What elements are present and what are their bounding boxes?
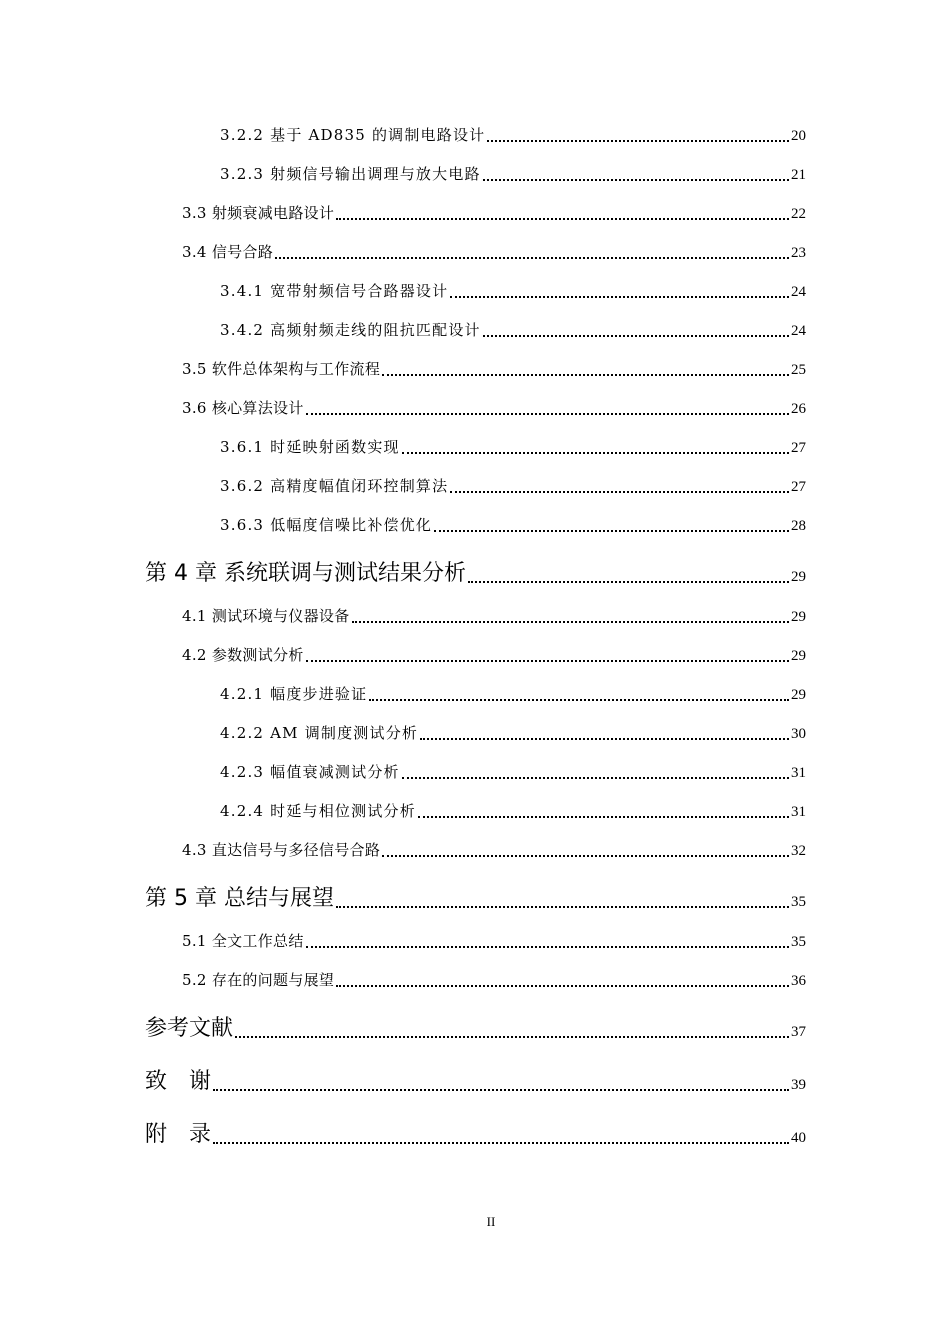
dot-leader <box>450 296 789 298</box>
toc-entry[interactable] <box>182 644 806 665</box>
toc-entry-label: 4.2 参数测试分析 <box>182 646 304 664</box>
dot-leader <box>213 1089 789 1091</box>
toc-entry-label: 4.1 测试环境与仪器设备 <box>182 607 350 625</box>
toc-entry-page: 36 <box>791 973 806 989</box>
dot-leader <box>352 621 789 623</box>
dot-leader <box>402 452 789 454</box>
page-number: II <box>486 1214 496 1229</box>
toc-entry[interactable] <box>182 605 806 626</box>
toc-entry-label: 3.4.1 宽带射频信号合路器设计 <box>220 282 449 300</box>
toc-entry-label: 3.6.1 时延映射函数实现 <box>220 438 400 456</box>
toc-entry-label: 3.6 核心算法设计 <box>182 399 304 417</box>
dot-leader <box>434 530 789 532</box>
toc-entry-page: 22 <box>791 206 806 222</box>
dot-leader <box>306 660 789 662</box>
toc-entry-page: 25 <box>791 362 806 378</box>
toc-entry-label: 3.3 射频衰减电路设计 <box>182 204 335 222</box>
dot-leader <box>306 413 789 415</box>
dot-leader <box>487 140 789 142</box>
dot-leader <box>483 335 789 337</box>
toc-entry-page: 24 <box>791 323 806 339</box>
toc-entry[interactable] <box>182 839 806 860</box>
toc-entry[interactable] <box>182 358 806 379</box>
toc-entry-page: 23 <box>791 245 806 261</box>
toc-entry-page: 35 <box>791 934 806 950</box>
dot-leader <box>306 946 789 948</box>
toc-entry[interactable] <box>220 280 806 301</box>
dot-leader <box>336 218 789 220</box>
dot-leader <box>402 777 789 779</box>
toc-entry[interactable] <box>220 475 806 496</box>
toc-entry[interactable] <box>220 683 806 704</box>
toc-entry-page: 29 <box>791 648 806 664</box>
toc-entry[interactable] <box>220 722 806 743</box>
toc-entry-page: 29 <box>791 569 806 585</box>
toc-entry[interactable] <box>182 930 806 951</box>
toc-entry[interactable] <box>220 319 806 340</box>
toc-chapter-entry[interactable] <box>145 881 806 912</box>
dot-leader <box>213 1142 789 1144</box>
dot-leader <box>468 581 789 583</box>
toc-entry[interactable] <box>220 163 806 184</box>
dot-leader <box>418 816 789 818</box>
toc-entry-page: 27 <box>791 440 806 456</box>
toc-entry-label: 第 5 章 总结与展望 <box>145 886 334 911</box>
toc-chapter-entry[interactable] <box>145 1011 806 1042</box>
toc-entry-page: 27 <box>791 479 806 495</box>
toc-chapter-entry[interactable] <box>145 1117 806 1148</box>
toc-entry-page: 35 <box>791 894 806 910</box>
dot-leader <box>369 699 789 701</box>
toc-entry-label: 3.2.3 射频信号输出调理与放大电路 <box>220 165 481 183</box>
dot-leader <box>336 906 789 908</box>
toc-entry-label: 5.2 存在的问题与展望 <box>182 971 335 989</box>
toc-entry-page: 37 <box>791 1024 806 1040</box>
toc-entry-label: 4.2.1 幅度步进验证 <box>220 685 368 703</box>
toc-entry-page: 29 <box>791 609 806 625</box>
dot-leader <box>382 855 789 857</box>
toc-entry-label: 3.5 软件总体架构与工作流程 <box>182 360 381 378</box>
toc-entry-label: 4.2.4 时延与相位测试分析 <box>220 802 416 820</box>
toc-entry-page: 31 <box>791 765 806 781</box>
toc-entry-page: 30 <box>791 726 806 742</box>
toc-entry[interactable] <box>182 969 806 990</box>
toc-entry-label: 4.2.2 AM 调制度测试分析 <box>220 724 419 742</box>
toc-entry[interactable] <box>220 436 806 457</box>
toc-entry-page: 31 <box>791 804 806 820</box>
toc-entry-page: 40 <box>791 1130 806 1146</box>
toc-entry-page: 20 <box>791 128 806 144</box>
toc-entry[interactable] <box>182 202 806 223</box>
toc-entry-label: 3.2.2 基于 AD835 的调制电路设计 <box>220 126 486 144</box>
toc-entry-page: 26 <box>791 401 806 417</box>
toc-entry[interactable] <box>182 397 806 418</box>
toc-entry-label: 附 录 <box>145 1122 212 1147</box>
toc-entry-label: 3.6.3 低幅度信噪比补偿优化 <box>220 516 433 534</box>
toc-entry-label: 第 4 章 系统联调与测试结果分析 <box>145 561 466 586</box>
toc-entry-page: 21 <box>791 167 806 183</box>
toc-entry-page: 32 <box>791 843 806 859</box>
dot-leader <box>420 738 789 740</box>
toc-entry-label: 参考文献 <box>145 1016 234 1041</box>
toc-entry[interactable] <box>220 800 806 821</box>
dot-leader <box>450 491 789 493</box>
toc-entry-page: 39 <box>791 1077 806 1093</box>
toc-chapter-entry[interactable] <box>145 1064 806 1095</box>
toc-entry-label: 3.4.2 高频射频走线的阻抗匹配设计 <box>220 321 481 339</box>
toc-entry-page: 29 <box>791 687 806 703</box>
toc-entry[interactable] <box>220 761 806 782</box>
toc-entry[interactable] <box>220 124 806 145</box>
toc-entry-label: 5.1 全文工作总结 <box>182 932 304 950</box>
toc-entry-label: 4.2.3 幅值衰减测试分析 <box>220 763 400 781</box>
dot-leader <box>382 374 789 376</box>
toc-chapter-entry[interactable] <box>145 556 806 587</box>
toc-entry-label: 3.6.2 高精度幅值闭环控制算法 <box>220 477 449 495</box>
toc-entry[interactable] <box>220 514 806 535</box>
dot-leader <box>275 257 789 259</box>
dot-leader <box>235 1036 789 1038</box>
dot-leader <box>483 179 789 181</box>
toc-entry-label: 4.3 直达信号与多径信号合路 <box>182 841 381 859</box>
dot-leader <box>336 985 789 987</box>
toc-entry-page: 24 <box>791 284 806 300</box>
toc-entry-label: 致 谢 <box>145 1069 212 1094</box>
toc-entry-page: 28 <box>791 518 806 534</box>
toc-entry[interactable] <box>182 241 806 262</box>
toc-entry-label: 3.4 信号合路 <box>182 243 274 261</box>
